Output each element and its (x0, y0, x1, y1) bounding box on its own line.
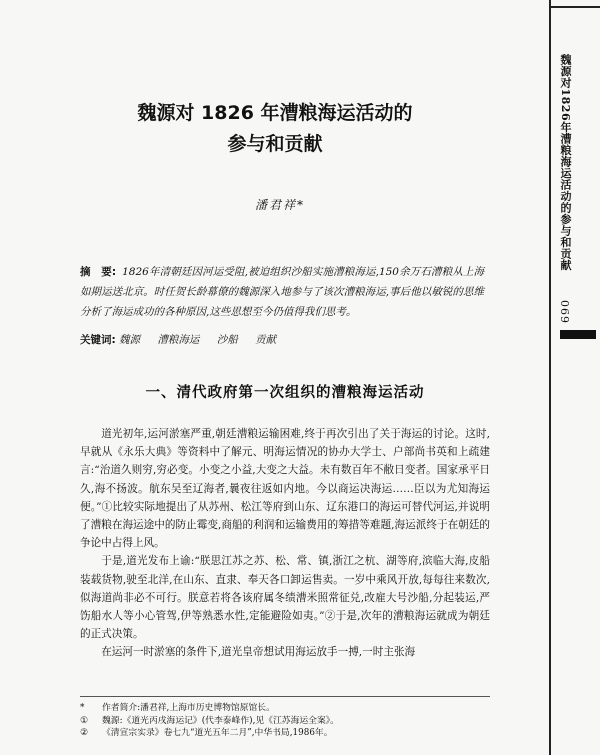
footnote-text: 魏源:《道光丙戌海运记》(代李泰峰作),见《江苏海运全案》。 (102, 715, 339, 726)
abstract-label: 摘 要: (80, 266, 117, 278)
footnote-mark: ① (80, 715, 88, 726)
keywords (80, 332, 484, 348)
section-heading: 一、清代政府第一次组织的漕粮海运活动 (145, 384, 425, 401)
footnotes (80, 702, 500, 740)
margin-vertical-rule (549, 0, 551, 755)
margin-horizontal-rule (549, 6, 600, 8)
keywords-label: 关键词: (80, 334, 116, 346)
keyword: 贡献 (255, 334, 277, 346)
article-title (70, 98, 480, 160)
author-name: 潘君祥* (254, 198, 305, 212)
keyword: 漕粮海运 (157, 334, 200, 346)
footnote-mark: ② (80, 728, 88, 738)
footnote (80, 715, 500, 728)
page-marker-bar (560, 330, 596, 339)
body-paragraph: 在运河一时淤塞的条件下,道光皇帝想试用海运放手一搏,一时主张海 (101, 646, 416, 659)
body-text (80, 425, 490, 662)
body-paragraph: 道光初年,运河淤塞严重,朝廷漕粮运输困难,终于再次引出了关于海运的讨论。这时,早就从《永乐大典》等资料中了解元、明海运情况的协办大学士、户部尚书英和上疏建言:“治道久则穷,穷必变。小变之小益,大变之大益。未有数百年不敝日变者。国家承平日久,海不扬波。航东吴至辽海者,曩夜往返如内地。今以商运决海运……臣以为尤知海运便。”①比较实际地提出了从苏州、松江等府到山东、辽东港口的海运可替代河运,并说明了漕粮在海运途中的防止霉变,商船的利润和运输费用的筹措等难题,海运派终于在朝廷的争论中占得上风。 (80, 428, 490, 550)
footnote (80, 727, 500, 740)
footnote-text: 《清宣宗实录》卷七九“道光五年二月”,中华书局,1986年。 (102, 728, 333, 738)
abstract-text: 1826年清朝廷因河运受阻,被迫组织沙船实施漕粮海运,150余万石漕粮从上海如期运送北京。时任贺长龄幕僚的魏源深入地参与了该次漕粮海运,事后他以敏锐的思维分析了海运成功的各种原因,这些思想至今仍值得我们思考。 (80, 266, 485, 318)
body-paragraph: 于是,道光发布上谕:“朕思江苏之苏、松、常、镇,浙江之杭、湖等府,滨临大海,皮船装载货物,驶至北洋,在山东、直隶、奉天各口卸运售卖。一岁中乘风开放,每每往来数次,似海道尚非必不可行。朕意若将各该府属冬绩漕米照常征兑,改雇大号沙船,分起装运,严饬船水人等小心管驾,伊等熟悉水性,定能避险如夷。”②于是,次年的漕粮海运就成为朝廷的正式决策。 (80, 555, 490, 641)
footnote-separator (80, 696, 490, 697)
running-header-title: 魏源对1826年漕粮海运活动的参与和贡献 (559, 54, 572, 271)
footnote-mark: * (80, 703, 85, 713)
footnote-text: 作者简介:潘君祥,上海市历史博物馆原馆长。 (102, 703, 275, 713)
article-title-line1: 魏源对 1826 年漕粮海运活动的 (137, 102, 413, 124)
keyword: 魏源 (119, 334, 141, 346)
page-number: 069 (558, 300, 571, 324)
keyword: 沙船 (216, 334, 238, 346)
abstract (80, 262, 484, 322)
footnote (80, 702, 500, 715)
article-title-line2: 参与和贡献 (227, 133, 323, 155)
